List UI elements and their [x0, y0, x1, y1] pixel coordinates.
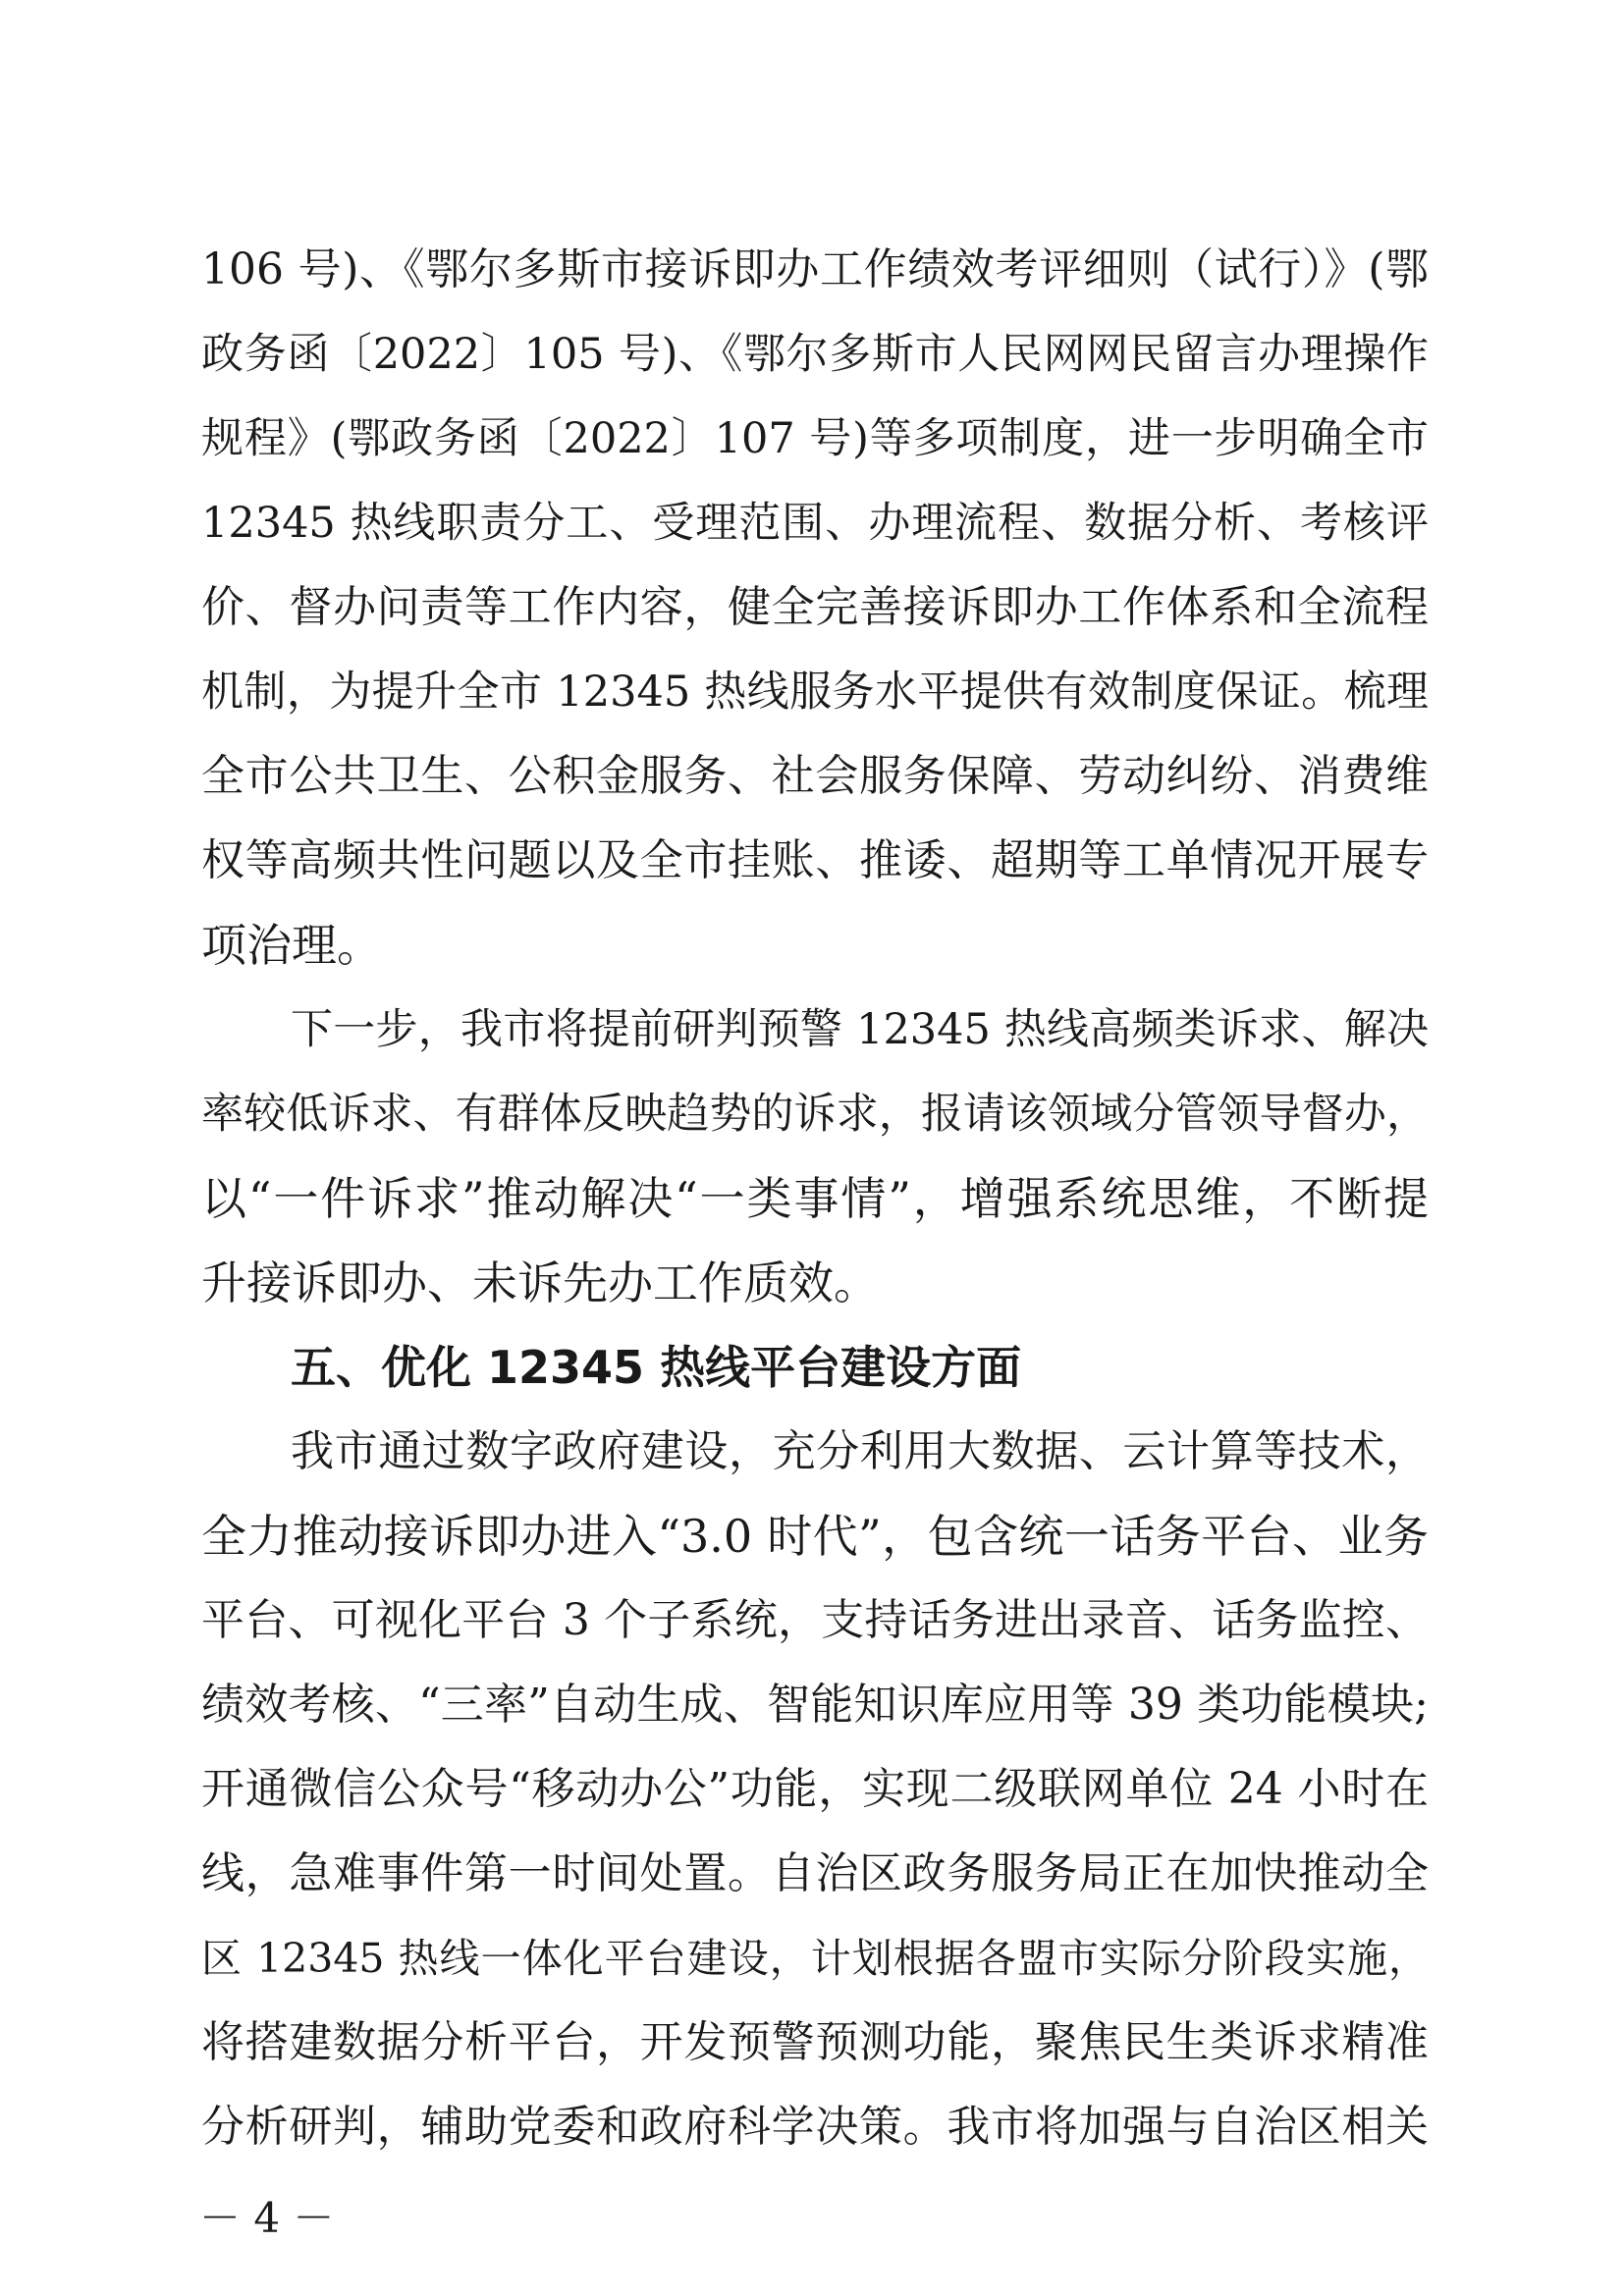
body-text-line: 线，急难事件第一时间处置。自治区政务服务局正在加快推动全: [201, 1848, 1429, 1898]
body-text-line: 权等高频共性问题以及全市挂账、推诿、超期等工单情况开展专: [201, 835, 1429, 885]
body-text-line: 区 12345 热线一体化平台建设，计划根据各盟市实际分阶段实施，: [201, 1935, 1429, 1982]
body-text-line: 将搭建数据分析平台，开发预警预测功能，聚焦民生类诉求精准: [201, 2017, 1429, 2067]
body-text-line: 平台、可视化平台 3 个子系统，支持话务进出录音、话务监控、: [201, 1595, 1429, 1645]
body-text-line: 分析研判，辅助党委和政府科学决策。我市将加强与自治区相关: [201, 2102, 1429, 2152]
body-text-line: 项治理。: [201, 919, 382, 972]
page-number: － 4 －: [199, 2194, 335, 2242]
body-text-line: 机制，为提升全市 12345 热线服务水平提供有效制度保证。梳理: [201, 667, 1429, 717]
body-text-line: 规程》(鄂政务函〔2022〕107 号)等多项制度，进一步明确全市: [201, 414, 1429, 463]
body-text-line: 12345 热线职责分工、受理范围、办理流程、数据分析、考核评: [201, 499, 1429, 548]
body-text-line: 下一步，我市将提前研判预警 12345 热线高频类诉求、解决: [291, 1005, 1429, 1054]
body-text-line: 绩效考核、“三率”自动生成、智能知识库应用等 39 类功能模块;: [201, 1680, 1429, 1730]
body-text-line: 价、督办问责等工作内容，健全完善接诉即办工作体系和全流程: [201, 582, 1429, 632]
body-text-line: 政务函〔2022〕105 号)、《鄂尔多斯市人民网网民留言办理操作: [201, 330, 1429, 379]
body-text-line: 升接诉即办、未诉先办工作质效。: [201, 1256, 879, 1309]
body-text-line: 106 号)、《鄂尔多斯市接诉即办工作绩效考评细则（试行）》(鄂: [201, 244, 1429, 294]
body-text-line: 我市通过数字政府建设，充分利用大数据、云计算等技术，: [291, 1426, 1429, 1476]
body-text-line: 全市公共卫生、公积金服务、社会服务保障、劳动纠纷、消费维: [201, 751, 1429, 801]
body-text-line: 全力推动接诉即办进入“3.0 时代”，包含统一话务平台、业务: [201, 1510, 1429, 1563]
body-text-line: 以“一件诉求”推动解决“一类事情”，增强系统思维，不断提: [201, 1172, 1429, 1225]
section-heading: 五、优化 12345 热线平台建设方面: [291, 1341, 1022, 1394]
body-text-line: 率较低诉求、有群体反映趋势的诉求，报请该领域分管领导督办，: [201, 1090, 1429, 1139]
body-text-line: 开通微信公众号“移动办公”功能，实现二级联网单位 24 小时在: [201, 1764, 1429, 1814]
